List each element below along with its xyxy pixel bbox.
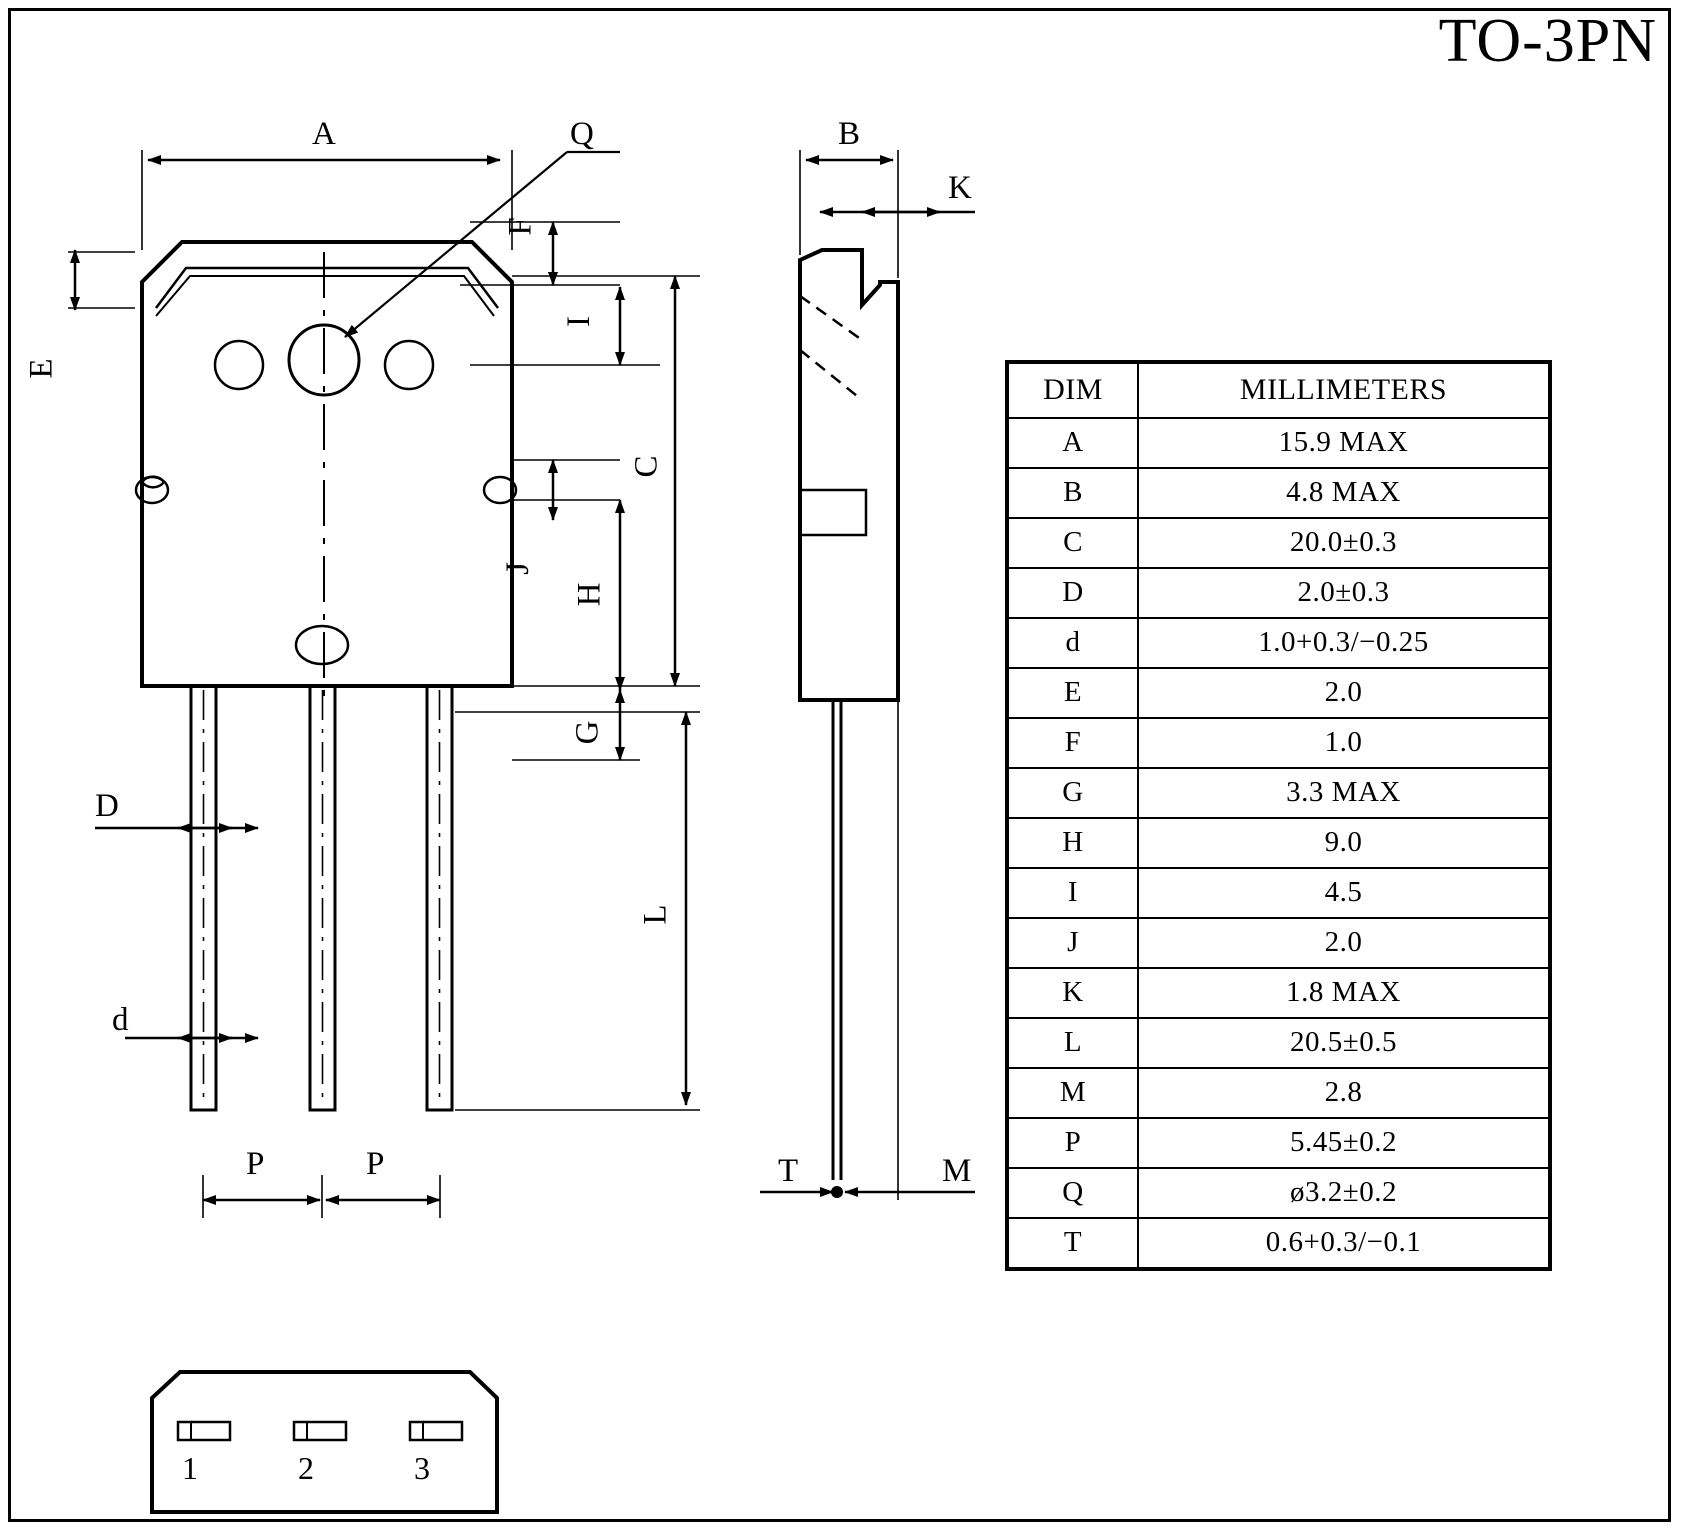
table-row — [1007, 418, 1550, 468]
dim-key: B — [1007, 468, 1138, 518]
dim-key: A — [1007, 418, 1138, 468]
table-row — [1007, 1068, 1550, 1118]
pin-number-1: 1 — [182, 1450, 198, 1486]
dim-value: 4.8 MAX — [1138, 468, 1550, 518]
table-row — [1007, 618, 1550, 668]
table-row — [1007, 568, 1550, 618]
dim-key: H — [1007, 818, 1138, 868]
dimension-label-I: I — [561, 316, 597, 327]
dim-value: 9.0 — [1138, 818, 1550, 868]
dimension-label-P-right: P — [366, 1146, 385, 1182]
dim-value: 20.5±0.5 — [1138, 1018, 1550, 1068]
dim-value: 1.8 MAX — [1138, 968, 1550, 1018]
dim-key: E — [1007, 668, 1138, 718]
dimension-label-H: H — [571, 582, 608, 607]
dim-key: L — [1007, 1018, 1138, 1068]
table-row — [1007, 818, 1550, 868]
dim-key: Q — [1007, 1168, 1138, 1218]
dim-value: 1.0+0.3/−0.25 — [1138, 618, 1550, 668]
dim-key: C — [1007, 518, 1138, 568]
dim-key: d — [1007, 618, 1138, 668]
dim-value: 3.3 MAX — [1138, 768, 1550, 818]
dimension-label-F: F — [502, 217, 539, 236]
dimension-label-G: G — [569, 720, 606, 745]
dim-key: D — [1007, 568, 1138, 618]
dimension-label-D: D — [95, 788, 119, 824]
table-row — [1007, 668, 1550, 718]
table-row — [1007, 918, 1550, 968]
dim-key: T — [1007, 1218, 1138, 1269]
table-row — [1007, 1118, 1550, 1168]
dim-value: 4.5 — [1138, 868, 1550, 918]
table-row — [1007, 868, 1550, 918]
table-row — [1007, 518, 1550, 568]
dimension-table — [1005, 360, 1552, 1271]
dim-key: J — [1007, 918, 1138, 968]
dim-key: P — [1007, 1118, 1138, 1168]
dim-value: 5.45±0.2 — [1138, 1118, 1550, 1168]
table-row — [1007, 1168, 1550, 1218]
dim-value: 2.0±0.3 — [1138, 568, 1550, 618]
dimension-label-L: L — [637, 904, 674, 925]
table-row — [1007, 968, 1550, 1018]
table-row — [1007, 718, 1550, 768]
table-row — [1007, 1018, 1550, 1068]
dim-value: 2.8 — [1138, 1068, 1550, 1118]
table-row — [1007, 768, 1550, 818]
dim-value: 20.0±0.3 — [1138, 518, 1550, 568]
dim-key: K — [1007, 968, 1138, 1018]
dimension-label-Q: Q — [570, 116, 594, 152]
dimension-label-B: B — [838, 116, 861, 152]
dim-key: G — [1007, 768, 1138, 818]
dim-key: I — [1007, 868, 1138, 918]
dim-value: 1.0 — [1138, 718, 1550, 768]
table-header-dim: DIM — [1007, 362, 1138, 418]
dim-value: 2.0 — [1138, 918, 1550, 968]
dim-key: F — [1007, 718, 1138, 768]
pin-number-3: 3 — [414, 1450, 430, 1486]
dimension-label-J: J — [499, 562, 536, 575]
dimension-label-C: C — [628, 455, 665, 478]
page-title: TO-3PN — [1438, 7, 1657, 75]
dimension-label-K: K — [948, 170, 972, 206]
dim-value: 2.0 — [1138, 668, 1550, 718]
dimension-label-M: M — [942, 1153, 972, 1189]
dim-value: 15.9 MAX — [1138, 418, 1550, 468]
table-row — [1007, 468, 1550, 518]
table-row — [1007, 1218, 1550, 1269]
dim-value: 0.6+0.3/−0.1 — [1138, 1218, 1550, 1269]
table-header-row — [1007, 362, 1550, 418]
dimension-label-E: E — [23, 358, 60, 379]
dimension-label-d: d — [112, 1002, 129, 1038]
dimension-label-P-left: P — [246, 1146, 265, 1182]
dim-key: M — [1007, 1068, 1138, 1118]
dimension-label-T: T — [778, 1153, 799, 1189]
table-header-millimeters: MILLIMETERS — [1138, 362, 1550, 418]
dim-value: ø3.2±0.2 — [1138, 1168, 1550, 1218]
pin-number-2: 2 — [298, 1450, 314, 1486]
dimension-label-A: A — [312, 116, 336, 152]
